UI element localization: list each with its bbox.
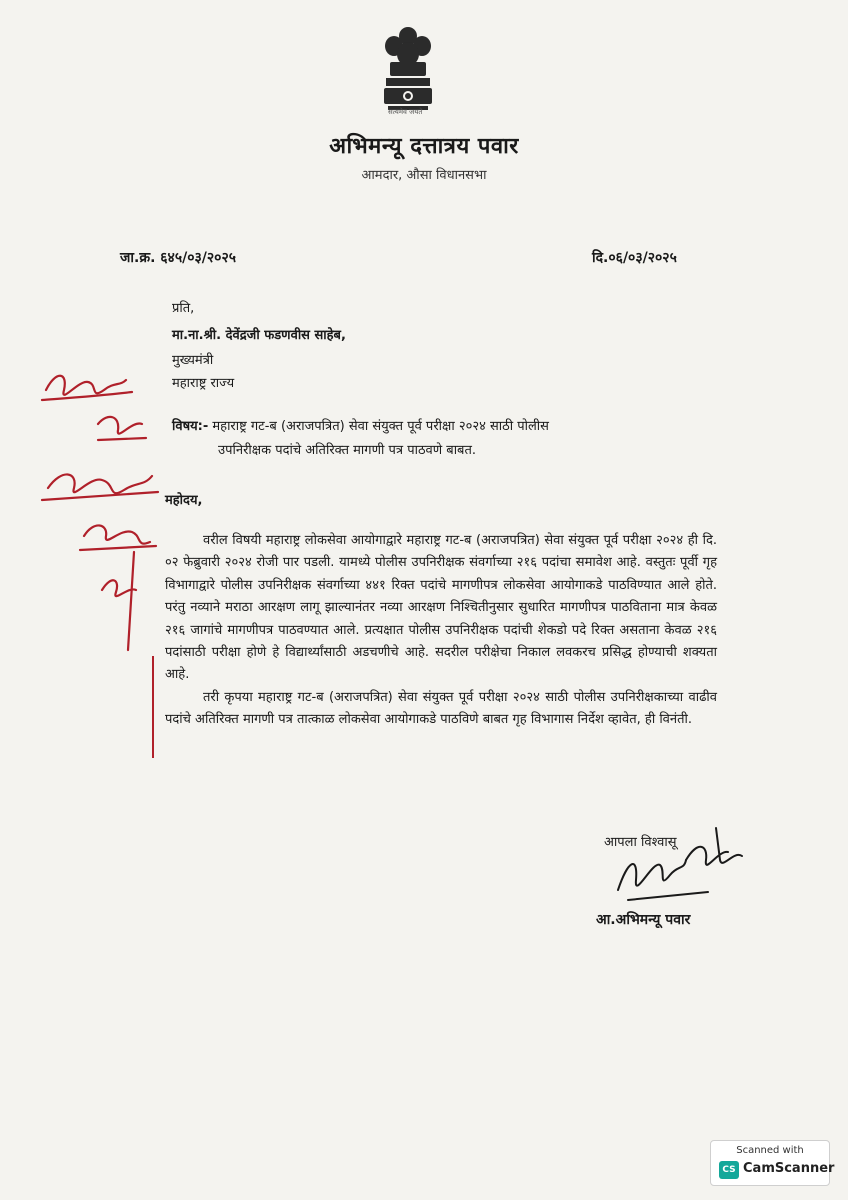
body-paragraph-1: वरील विषयी महाराष्ट्र लोकसेवा आयोगाद्वारे महाराष्ट्र गट-ब (अराजपत्रित) सेवा संयुक्त पूर्व परीक्षा २०२४ ही दि. ०२ फेब्रुवारी २०२४ रोजी पार पडली. यामध्ये पोलीस उपनिरीक्षक संवर्गाच्या २१६ पदांचा समावेश आहे. वस्तुतः पूर्वी गृह विभागाद्वारे पोलीस उपनिरीक्षक संवर्गाच्या ४४१ रिक्त पदांचे मागणीपत्र लोकसेवा आयोगाकडे पाठविण्यात आले होते. परंतु नव्याने मराठा आरक्षण लागू झाल्यानंतर नव्या आरक्षण निश्चितीनुसार सुधारित मागणीपत्र पाठविताना मात्र केवळ २१६ जागांचे मागणीपत्र पाठवण्यात आले. प्रत्यक्षात पोलीस उपनिरीक्षक पदांची शेकडो पदे रिक्त असताना केवळ २१६ पदांसाठी परीक्षा होणे हे विद्यार्थ्यांसाठी अडचणीचे आहे. सदरील परीक्षेचा निकाल लवकरच प्रसिद्ध होण्याची शक्यता आहे. [165,533,717,683]
handwritten-annotation [28,360,178,760]
closing-phrase: आपला विश्वासू [604,835,677,850]
letter-body [165,530,717,732]
scanned-with-text: Scanned with [736,1145,804,1156]
camscanner-name: CamScanner [743,1161,835,1176]
handwritten-signature [598,820,748,920]
subject-label: विषय:- [172,419,209,434]
salutation: महोदय, [165,493,203,508]
emblem-motto: सत्यमेव जयते [388,108,423,116]
recipient-name: मा.ना.श्री. देवेंद्रजी फडणवीस साहेब, [172,328,346,343]
letterhead-name: अभिमन्यू दत्तात्रय पवार [329,134,519,159]
letterhead-designation: आमदार, औसा विधानसभा [361,168,487,183]
reference-number: जा.क्र. ६४५/०३/२०२५ [120,250,237,266]
letter-date: दि.०६/०३/२०२५ [592,250,677,266]
camscanner-badge [710,1140,835,1186]
subject-block [172,415,652,463]
recipient-state: महाराष्ट्र राज्य [172,376,235,391]
recipient-to: प्रति, [172,301,195,316]
subject-line-2: उपनिरीक्षक पदांचे अतिरिक्त मागणी पत्र पाठवणे बाबत. [218,443,477,458]
camscanner-logo-icon: CS [719,1161,739,1179]
body-paragraph-2: तरी कृपया महाराष्ट्र गट-ब (अराजपत्रित) सेवा संयुक्त पूर्व परीक्षा २०२४ साठी पोलीस उपनिरीक्षकाच्या वाढीव पदांचे अतिरिक्त मागणी पत्र तात्काळ लोकसेवा आयोगाकडे पाठविणे बाबत गृह विभागास निर्देश व्हावेत, ही विनंती. [165,689,717,728]
margin-mark [152,656,154,758]
subject-line-1: महाराष्ट्र गट-ब (अराजपत्रित) सेवा संयुक्त पूर्व परीक्षा २०२४ साठी पोलीस [212,419,549,434]
recipient-designation: मुख्यमंत्री [172,353,214,368]
signer-name: आ.अभिमन्यू पवार [596,912,691,928]
